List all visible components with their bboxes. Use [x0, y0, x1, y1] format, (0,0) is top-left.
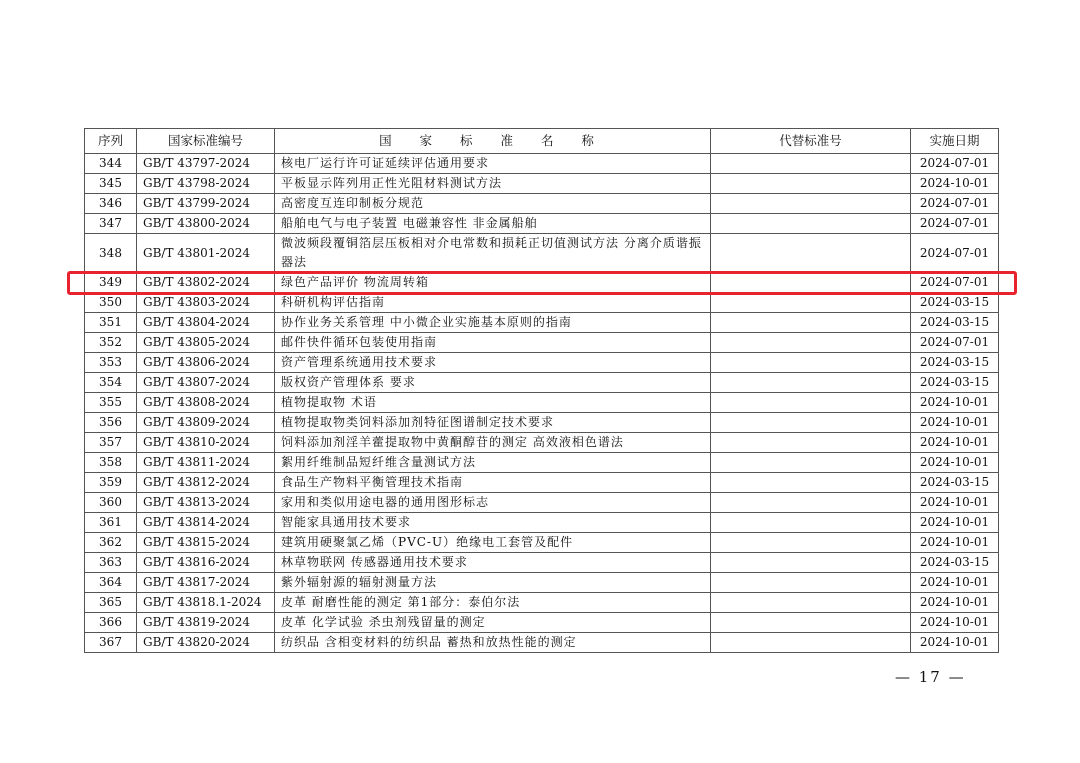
cell-name: 高密度互连印制板分规范 — [275, 194, 711, 214]
table-row — [85, 393, 999, 413]
cell-date: 2024-10-01 — [911, 613, 999, 633]
cell-code: GB/T 43802-2024 — [137, 273, 275, 293]
cell-replaces — [711, 353, 911, 373]
cell-index: 359 — [85, 473, 137, 493]
cell-name: 平板显示阵列用正性光阻材料测试方法 — [275, 174, 711, 194]
cell-replaces — [711, 493, 911, 513]
cell-name: 林草物联网 传感器通用技术要求 — [275, 553, 711, 573]
cell-name: 絮用纤维制品短纤维含量测试方法 — [275, 453, 711, 473]
cell-code: GB/T 43798-2024 — [137, 174, 275, 194]
cell-code: GB/T 43808-2024 — [137, 393, 275, 413]
cell-date: 2024-03-15 — [911, 373, 999, 393]
cell-index: 364 — [85, 573, 137, 593]
table-row — [85, 353, 999, 373]
cell-code: GB/T 43819-2024 — [137, 613, 275, 633]
cell-index: 360 — [85, 493, 137, 513]
standards-table — [84, 128, 999, 653]
cell-replaces — [711, 313, 911, 333]
cell-index: 348 — [85, 234, 137, 273]
cell-name: 紫外辐射源的辐射测量方法 — [275, 573, 711, 593]
cell-replaces — [711, 174, 911, 194]
cell-code: GB/T 43803-2024 — [137, 293, 275, 313]
cell-name: 食品生产物料平衡管理技术指南 — [275, 473, 711, 493]
cell-name: 微波频段覆铜箔层压板相对介电常数和损耗正切值测试方法 分离介质谐振器法 — [275, 234, 711, 273]
highlight-box — [67, 271, 1017, 295]
cell-index: 365 — [85, 593, 137, 613]
cell-replaces — [711, 573, 911, 593]
table-row — [85, 174, 999, 194]
cell-replaces — [711, 413, 911, 433]
cell-date: 2024-10-01 — [911, 413, 999, 433]
cell-name: 植物提取物类饲料添加剂特征图谱制定技术要求 — [275, 413, 711, 433]
cell-index: 347 — [85, 214, 137, 234]
cell-code: GB/T 43815-2024 — [137, 533, 275, 553]
table-row — [85, 473, 999, 493]
cell-date: 2024-10-01 — [911, 593, 999, 613]
cell-replaces — [711, 293, 911, 313]
cell-date: 2024-10-01 — [911, 433, 999, 453]
cell-code: GB/T 43801-2024 — [137, 234, 275, 273]
cell-code: GB/T 43818.1-2024 — [137, 593, 275, 613]
cell-date: 2024-03-15 — [911, 553, 999, 573]
header-code: 国家标准编号 — [137, 129, 275, 154]
cell-date: 2024-10-01 — [911, 573, 999, 593]
cell-index: 344 — [85, 154, 137, 174]
table-row — [85, 234, 999, 273]
cell-replaces — [711, 234, 911, 273]
table-header-row — [85, 129, 999, 154]
cell-name: 科研机构评估指南 — [275, 293, 711, 313]
cell-name: 绿色产品评价 物流周转箱 — [275, 273, 711, 293]
table-row — [85, 293, 999, 313]
table-row — [85, 573, 999, 593]
cell-name: 皮革 化学试验 杀虫剂残留量的测定 — [275, 613, 711, 633]
cell-date: 2024-07-01 — [911, 194, 999, 214]
cell-index: 361 — [85, 513, 137, 533]
cell-replaces — [711, 533, 911, 553]
cell-code: GB/T 43800-2024 — [137, 214, 275, 234]
page-number: — 17 — — [895, 668, 966, 686]
cell-code: GB/T 43812-2024 — [137, 473, 275, 493]
cell-replaces — [711, 613, 911, 633]
cell-date: 2024-03-15 — [911, 313, 999, 333]
table-row — [85, 214, 999, 234]
cell-code: GB/T 43817-2024 — [137, 573, 275, 593]
cell-code: GB/T 43814-2024 — [137, 513, 275, 533]
cell-index: 366 — [85, 613, 137, 633]
cell-code: GB/T 43805-2024 — [137, 333, 275, 353]
cell-index: 349 — [85, 273, 137, 293]
cell-code: GB/T 43804-2024 — [137, 313, 275, 333]
cell-index: 356 — [85, 413, 137, 433]
table-row — [85, 553, 999, 573]
cell-replaces — [711, 593, 911, 613]
cell-index: 352 — [85, 333, 137, 353]
cell-replaces — [711, 433, 911, 453]
header-replaces: 代替标准号 — [711, 129, 911, 154]
cell-replaces — [711, 373, 911, 393]
cell-date: 2024-10-01 — [911, 493, 999, 513]
header-index: 序列 — [85, 129, 137, 154]
cell-name: 饲料添加剂淫羊藿提取物中黄酮醇苷的测定 高效液相色谱法 — [275, 433, 711, 453]
cell-name: 船舶电气与电子装置 电磁兼容性 非金属船舶 — [275, 214, 711, 234]
cell-replaces — [711, 214, 911, 234]
cell-name: 邮件快件循环包装使用指南 — [275, 333, 711, 353]
cell-date: 2024-10-01 — [911, 174, 999, 194]
table-row — [85, 333, 999, 353]
cell-code: GB/T 43809-2024 — [137, 413, 275, 433]
cell-name: 协作业务关系管理 中小微企业实施基本原则的指南 — [275, 313, 711, 333]
table-row — [85, 633, 999, 653]
cell-date: 2024-10-01 — [911, 513, 999, 533]
cell-name: 建筑用硬聚氯乙烯（PVC-U）绝缘电工套管及配件 — [275, 533, 711, 553]
table-row — [85, 533, 999, 553]
header-date: 实施日期 — [911, 129, 999, 154]
cell-date: 2024-07-01 — [911, 333, 999, 353]
cell-date: 2024-03-15 — [911, 473, 999, 493]
cell-name: 家用和类似用途电器的通用图形标志 — [275, 493, 711, 513]
cell-replaces — [711, 633, 911, 653]
cell-replaces — [711, 453, 911, 473]
cell-index: 345 — [85, 174, 137, 194]
table-row — [85, 513, 999, 533]
cell-name: 版权资产管理体系 要求 — [275, 373, 711, 393]
cell-code: GB/T 43807-2024 — [137, 373, 275, 393]
cell-code: GB/T 43816-2024 — [137, 553, 275, 573]
cell-code: GB/T 43813-2024 — [137, 493, 275, 513]
cell-date: 2024-07-01 — [911, 214, 999, 234]
standards-table-container — [84, 128, 998, 653]
table-row — [85, 493, 999, 513]
cell-index: 354 — [85, 373, 137, 393]
table-row — [85, 154, 999, 174]
cell-index: 362 — [85, 533, 137, 553]
cell-index: 357 — [85, 433, 137, 453]
cell-name: 资产管理系统通用技术要求 — [275, 353, 711, 373]
cell-name: 皮革 耐磨性能的测定 第1部分：泰伯尔法 — [275, 593, 711, 613]
table-row — [85, 453, 999, 473]
cell-replaces — [711, 333, 911, 353]
cell-index: 367 — [85, 633, 137, 653]
cell-code: GB/T 43820-2024 — [137, 633, 275, 653]
cell-replaces — [711, 513, 911, 533]
cell-date: 2024-07-01 — [911, 154, 999, 174]
cell-index: 355 — [85, 393, 137, 413]
cell-code: GB/T 43811-2024 — [137, 453, 275, 473]
cell-name: 植物提取物 术语 — [275, 393, 711, 413]
cell-code: GB/T 43806-2024 — [137, 353, 275, 373]
cell-date: 2024-10-01 — [911, 533, 999, 553]
cell-date: 2024-07-01 — [911, 234, 999, 273]
cell-replaces — [711, 393, 911, 413]
table-row — [85, 613, 999, 633]
cell-replaces — [711, 194, 911, 214]
cell-replaces — [711, 154, 911, 174]
cell-replaces — [711, 473, 911, 493]
cell-date: 2024-10-01 — [911, 453, 999, 473]
cell-index: 358 — [85, 453, 137, 473]
cell-code: GB/T 43799-2024 — [137, 194, 275, 214]
table-row — [85, 313, 999, 333]
table-row — [85, 373, 999, 393]
cell-date: 2024-10-01 — [911, 393, 999, 413]
table-row — [85, 194, 999, 214]
cell-date: 2024-10-01 — [911, 633, 999, 653]
cell-date: 2024-07-01 — [911, 273, 999, 293]
table-row — [85, 433, 999, 453]
cell-name: 核电厂运行许可证延续评估通用要求 — [275, 154, 711, 174]
cell-date: 2024-03-15 — [911, 293, 999, 313]
header-name: 国 家 标 准 名 称 — [275, 129, 711, 154]
table-row — [85, 593, 999, 613]
cell-index: 350 — [85, 293, 137, 313]
cell-index: 353 — [85, 353, 137, 373]
cell-code: GB/T 43797-2024 — [137, 154, 275, 174]
cell-name: 纺织品 含相变材料的纺织品 蓄热和放热性能的测定 — [275, 633, 711, 653]
cell-index: 351 — [85, 313, 137, 333]
cell-name: 智能家具通用技术要求 — [275, 513, 711, 533]
table-row — [85, 413, 999, 433]
cell-date: 2024-03-15 — [911, 353, 999, 373]
cell-index: 346 — [85, 194, 137, 214]
cell-index: 363 — [85, 553, 137, 573]
cell-replaces — [711, 553, 911, 573]
cell-code: GB/T 43810-2024 — [137, 433, 275, 453]
